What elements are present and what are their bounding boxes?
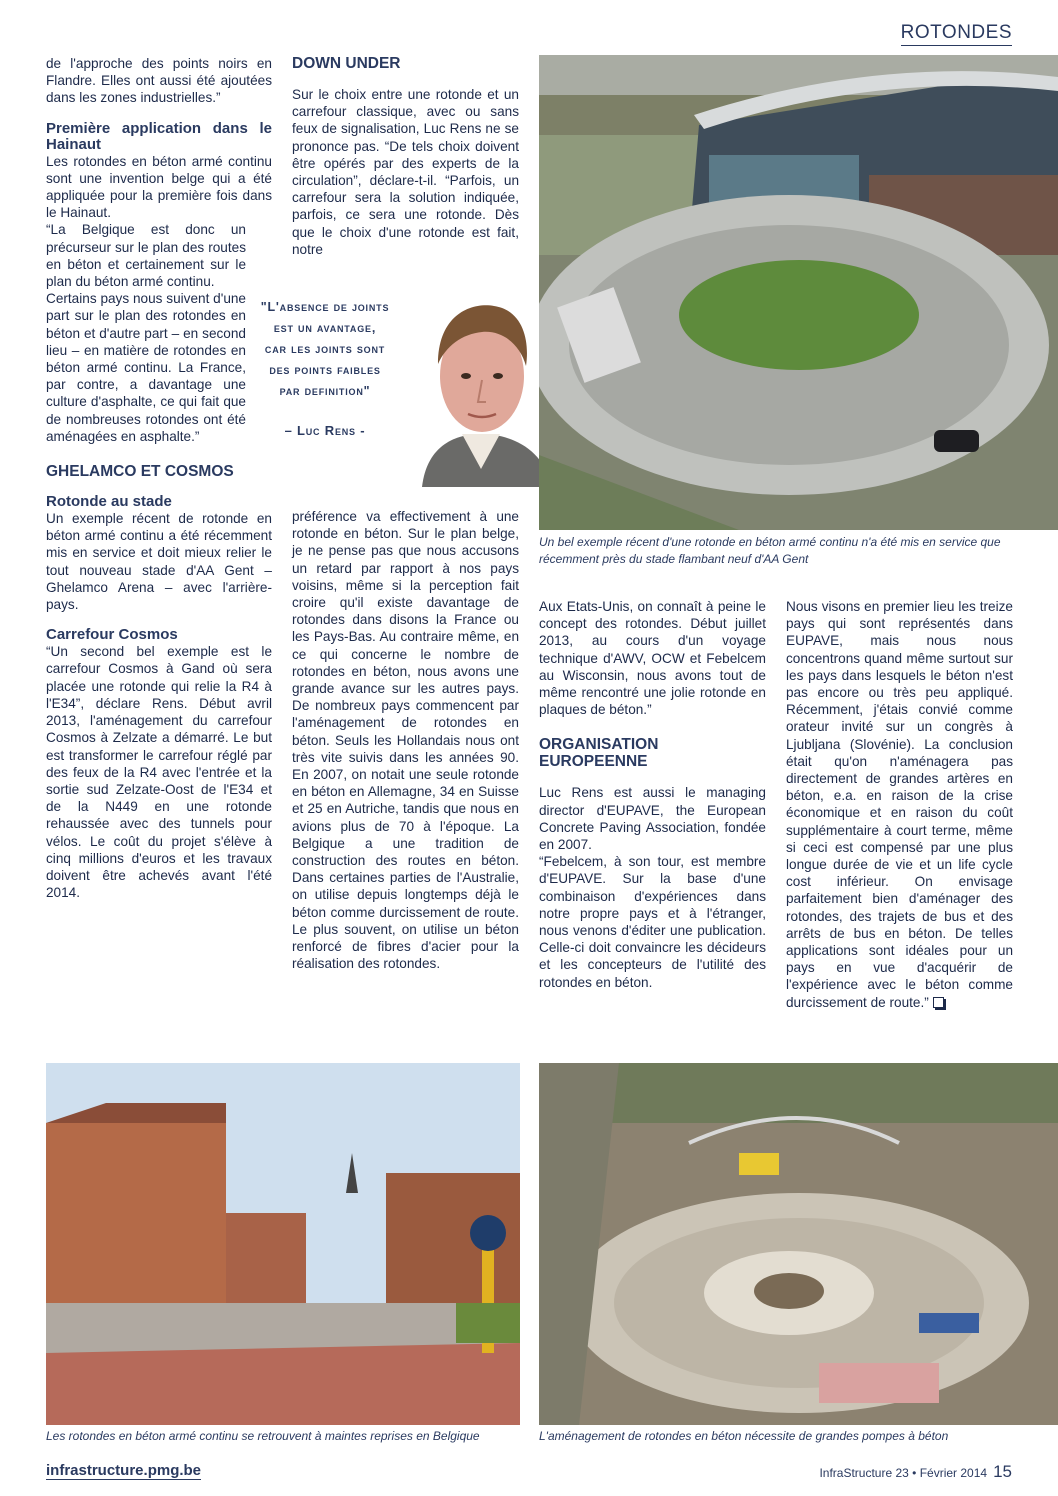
column-2-bottom	[292, 508, 519, 972]
section-title: ROTONDES	[901, 22, 1012, 46]
paragraph-hainaut-3: Certains pays nous suivent d'une part sur le plan des rotondes en béton et d'autre part – en second lieu – en matière de rotondes en béton armé continu. La France, par contre, a davantage une culture d'asphalte, ce qui fait que de nombreuses rotondes ont été aménagées en asphalte.”	[46, 291, 246, 444]
footer-issue	[819, 1462, 1012, 1482]
page-number: 15	[993, 1462, 1012, 1481]
caption-street: Les rotondes en béton armé continu se retrouvent à maintes reprises en Belgique	[46, 1429, 480, 1443]
column-1	[46, 55, 272, 901]
column-4	[786, 598, 1013, 1011]
street-roundabout-photo	[46, 1063, 520, 1425]
paragraph-hainaut-2: “La Belgique est donc un précurseur sur le plan des routes en béton et certainement sur le plan du béton armé continu.	[46, 222, 246, 290]
paragraph-us: Aux Etats-Unis, on connaît à peine le concept des rotondes. Début juillet 2013, au cours d'un voyage technique d'AWV, OCW et Febelcem au Wisconsin, nous avons tout de même rencontré une jolie rotonde en plaques de béton.”	[539, 599, 766, 718]
caption-stadium: Un bel exemple récent d'une rotonde en béton armé continu n'a été mis en service que récemment près du stade flambant neuf d'AA Gent	[539, 535, 1001, 566]
heading-stade: Rotonde au stade	[46, 493, 172, 511]
portrait-photo	[402, 284, 560, 487]
intro-paragraph: de l'approche des points noirs en Flandre. Elles ont aussi été ajoutées dans les zones industrielles.”	[46, 56, 272, 106]
paragraph-cosmos: “Un second bel exemple est le carrefour Cosmos à Gand où sera placée une rotonde qui relie la R4 à l'E34”, déclare Rens. Début avril 2013, l'aménagement du carrefour Cosmos à Zelzate a démarré. Le but est transformer le carrefour réglé par des feux de la R4 avec l'entrée et la sortie sud Zelzate-Oost de l'E34 et de la N449 en une rotonde rehaussée avec des tunnels pour vélos. Le coût du projet s'élève à cinq millions d'euros et les travaux doivent être achevés avant l'été 2014.	[46, 644, 272, 901]
heading-down-under: DOWN UNDER	[292, 55, 401, 72]
heading-cosmos: Carrefour Cosmos	[46, 626, 178, 644]
footer-website-link[interactable]: infrastructure.pmg.be	[46, 1462, 202, 1479]
paragraph-eupave: Nous visons en premier lieu les treize pays qui sont représentés dans EUPAVE, mais nous nous concentrons quand même surtout sur les pays dans lesquels le béton n'est pas encore ou très peu appliqué. Récemment, j'étais convié comme orateur invité sur un congrès à Ljubljana (Slovénie). La conclusion était qu'on n'aménagera pas directement de grandes artères en béton, e.a. en raison de la crise économique et en raison du coût supplémentaire à court terme, même si ceci est compensé par une plus longue durée de vie et un life cycle cost inférieur. On envisage parfaitement bien d'aménager des rotondes, des trajets de bus et des arrêts de bus en béton. De telles applications sont idéales pour un pays en vue d'acquérir de l'expérience avec le béton comme durcissement de route.”	[786, 599, 1013, 1010]
paragraph-down-under: Sur le choix entre une rotonde et un carrefour classique, avec ou sans feux de signalisation, Luc Rens ne se prononce pas. “De tels choix doivent être opérés par des experts de la circulation”, déclare-t-il. “Parfois, un carrefour sera la solution indiquée, parfois, ce sera une rotonde. Dès que le choix d'une rotonde est fait, notre	[292, 87, 519, 257]
end-of-article-icon	[933, 997, 944, 1008]
caption-construction: L'aménagement de rotondes en béton nécessite de grandes pompes à béton	[539, 1429, 949, 1443]
heading-organisation: ORGANISATION EUROPEENNE	[539, 736, 659, 771]
quote-line-3: car les joints sont	[264, 342, 386, 356]
column-3	[539, 598, 766, 991]
stadium-roundabout-photo	[539, 55, 1058, 530]
column-2-top	[292, 55, 519, 258]
paragraph-hainaut-1: Les rotondes en béton armé continu sont une invention belge qui a été appliquée pour la première fois dans le Hainaut.	[46, 153, 272, 221]
footer-issue-text: InfraStructure 23 • Février 2014	[819, 1466, 988, 1480]
quote-line-2: est un avantage,	[273, 321, 377, 335]
heading-hainaut: Première application dans le Hainaut	[46, 119, 272, 153]
paragraph-org-1: Luc Rens est aussi le managing director d'EUPAVE, the European Concrete Paving Association, fondée en 2007.	[539, 785, 766, 853]
quote-line-1: "L'absence de joints	[260, 300, 390, 314]
paragraph-stade: Un exemple récent de rotonde en béton armé continu a été récemment mis en service et doit mieux relier le tout nouveau stade d'AA Gent – Ghelamco Arena – avec l'arrière-pays.	[46, 511, 272, 613]
construction-roundabout-photo	[539, 1063, 1058, 1425]
paragraph-org-2: “Febelcem, à son tour, est membre d'EUPAVE. Sur la base d'une combinaison d'expériences dans notre propre pays et à l'étranger, nous venons d'éditer une publication. Celle-ci doit convaincre les décideurs et les concepteurs de l'utilité des rotondes en béton.	[539, 854, 766, 990]
heading-ghelamco: GHELAMCO ET COSMOS	[46, 463, 234, 481]
paragraph-preference: préférence va effectivement à une rotonde en béton. Sur le plan belge, je ne pense pas que nous accusons un retard par rapport à nos pays voisins, même si la perception fait croire qu'il existe davantage de rotondes dans disons la France ou les Pays-Bas. Au contraire même, en ce qui concerne le nombre de rotondes en béton, nous avons une grande avance sur les autres pays. De nombreux pays commencent par l'aménagement de rotondes en béton. Seuls les Hollandais nous ont très vite suivis dans les années 90. En 2007, on notait une seule rotonde en béton en Allemagne, 34 en Suisse et 25 en Autriche, tandis que nous en avions plus de 70 à l'époque. La Belgique a une tradition de construction des routes en béton. Dans certaines parties de l'Australie, on utilise depuis longtemps déjà le béton comme durcissement de route. Le plus souvent, on utilise un béton renforcé de fibres d'acier pour la réalisation des rotondes.	[292, 509, 519, 972]
pull-quote	[240, 297, 410, 441]
quote-line-4: des points faibles	[269, 363, 381, 377]
quote-line-5: par definition"	[279, 384, 371, 398]
quote-author: – Luc Rens -	[284, 423, 366, 438]
